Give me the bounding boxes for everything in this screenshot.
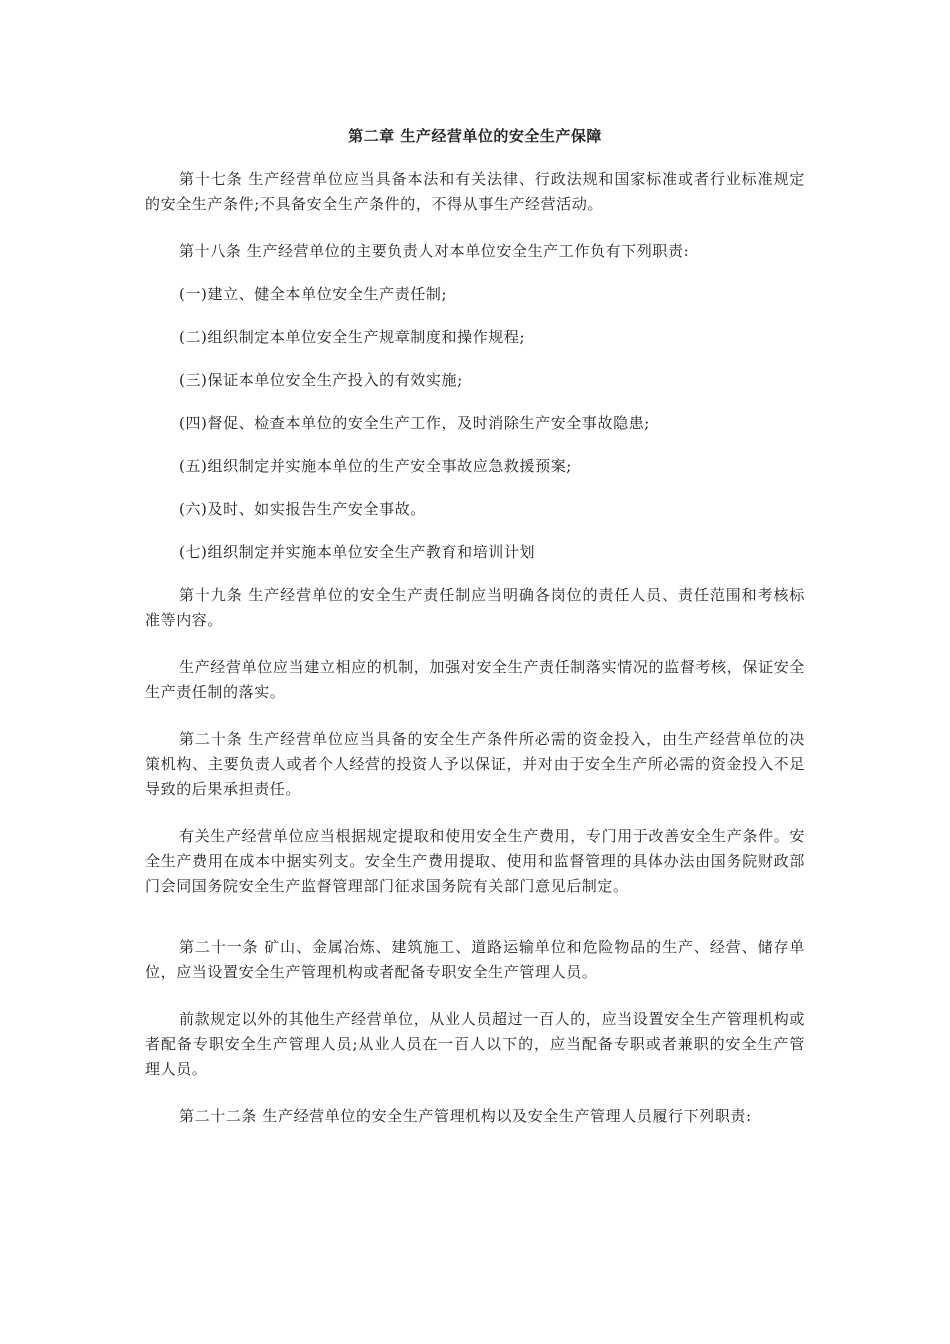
article-20-para-2: 有关生产经营单位应当根据规定提取和使用安全生产费用，专门用于改善安全生产条件。安全生产费用在成本中据实列支。安全生产费用提取、使用和监督管理的具体办法由国务院财政部门会同国务院安全生产监督管理部门征求国务院有关部门意见后制定。 [145, 827, 805, 895]
article-19-para-2: 生产经营单位应当建立相应的机制，加强对安全生产责任制落实情况的监督考核，保证安全生产责任制的落实。 [145, 658, 805, 701]
article-21-para-2: 前款规定以外的其他生产经营单位，从业人员超过一百人的，应当设置安全生产管理机构或者配备专职安全生产管理人员;从业人员在一百人以下的，应当配备专职或者兼职的安全生产管理人员。 [145, 1010, 805, 1078]
duty-item-5: (五)组织制定并实施本单位的生产安全事故应急救援预案; [179, 457, 572, 475]
article-19: 第十九条 生产经营单位的安全生产责任制应当明确各岗位的责任人员、责任范围和考核标准等内容。 [145, 586, 805, 629]
article-17: 第十七条 生产经营单位应当具备本法和有关法律、行政法规和国家标准或者行业标准规定的安全生产条件;不具备安全生产条件的，不得从事生产经营活动。 [145, 170, 805, 213]
article-18: 第十八条 生产经营单位的主要负责人对本单位安全生产工作负有下列职责: [179, 242, 690, 260]
duty-item-7: (七)组织制定并实施本单位安全生产教育和培训计划 [179, 543, 536, 561]
duty-item-6: (六)及时、如实报告生产安全事故。 [179, 500, 426, 518]
article-20: 第二十条 生产经营单位应当具备的安全生产条件所必需的资金投入，由生产经营单位的决策机构、主要负责人或者个人经营的投资人予以保证，并对由于安全生产所必需的资金投入不足导致的后果承担责任。 [145, 730, 805, 798]
article-22: 第二十二条 生产经营单位的安全生产管理机构以及安全生产管理人员履行下列职责: [179, 1107, 752, 1125]
duty-item-2: (二)组织制定本单位安全生产规章制度和操作规程; [179, 328, 526, 346]
chapter-title: 第二章 生产经营单位的安全生产保障 [348, 127, 602, 145]
document-body [145, 125, 805, 1151]
duty-item-4: (四)督促、检查本单位的安全生产工作，及时消除生产安全事故隐患; [179, 414, 650, 432]
duty-item-3: (三)保证本单位安全生产投入的有效实施; [179, 371, 463, 389]
article-21: 第二十一条 矿山、金属冶炼、建筑施工、道路运输单位和危险物品的生产、经营、储存单位，应当设置安全生产管理机构或者配备专职安全生产管理人员。 [145, 938, 805, 981]
duty-item-1: (一)建立、健全本单位安全生产责任制; [179, 285, 448, 303]
